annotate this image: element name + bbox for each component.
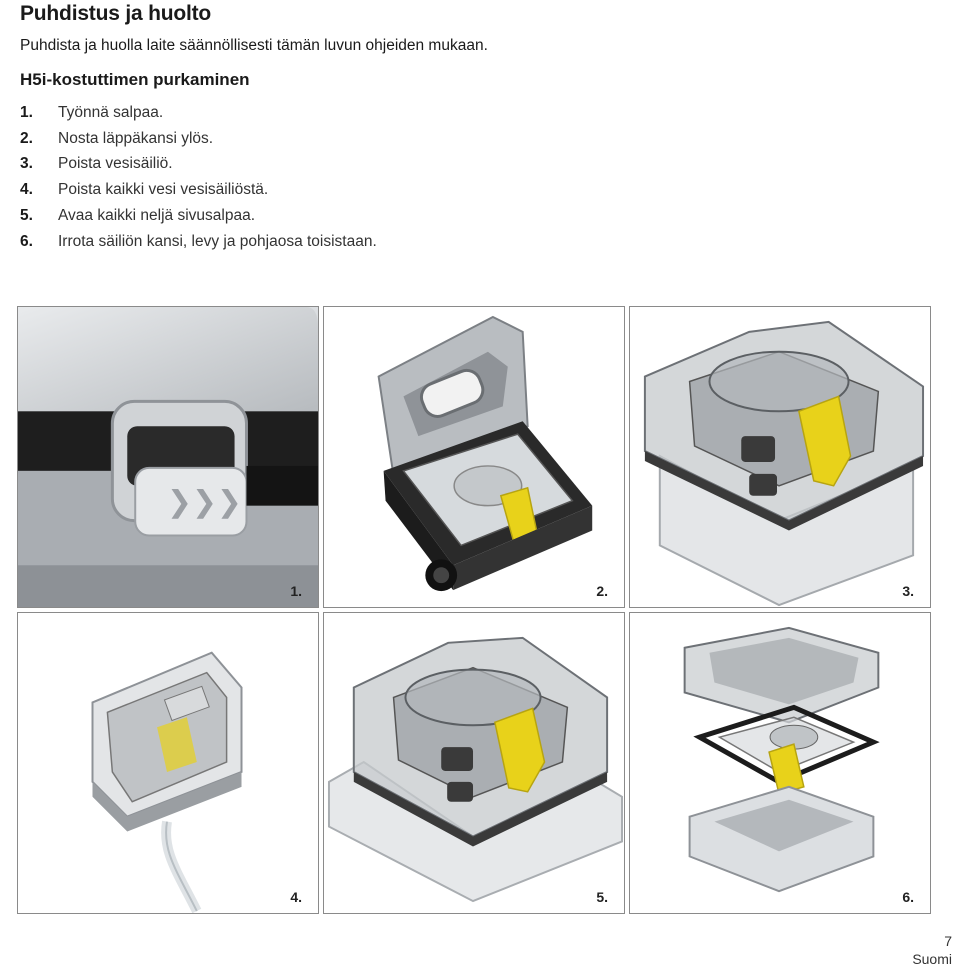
- step-item: [20, 151, 377, 177]
- figure-panel-6: [629, 612, 931, 914]
- figure-panel-5: [323, 612, 625, 914]
- step-number: 2.: [20, 129, 33, 147]
- language-label: Suomi: [912, 951, 952, 967]
- step-item: [20, 229, 377, 255]
- side-latches-illustration-icon: [324, 613, 624, 913]
- section-title: H5i-kostuttimen purkaminen: [20, 70, 250, 89]
- step-text: Työnnä salpaa.: [58, 104, 164, 121]
- figure-panel-1: [17, 306, 319, 608]
- step-item: [20, 177, 377, 203]
- figure-grid: [17, 306, 931, 916]
- step-number: 4.: [20, 181, 33, 199]
- figure-label: 3.: [902, 583, 914, 599]
- open-lid-illustration-icon: [324, 307, 624, 607]
- figure-panel-4: [17, 612, 319, 914]
- page-title: Puhdistus ja huolto: [20, 2, 212, 25]
- disassembled-tub-illustration-icon: [630, 613, 930, 913]
- step-text: Nosta läppäkansi ylös.: [58, 129, 214, 147]
- step-text: Poista vesisäiliö.: [58, 155, 173, 173]
- figure-label: 2.: [596, 583, 608, 599]
- step-text: Avaa kaikki neljä sivusalpaa.: [58, 206, 256, 224]
- empty-water-illustration-icon: [18, 613, 318, 913]
- step-item: [20, 203, 377, 229]
- figure-label: 4.: [290, 889, 302, 905]
- figure-label: 1.: [290, 583, 302, 599]
- figure-panel-2: [323, 306, 625, 608]
- step-list: [20, 100, 377, 254]
- intro-text: Puhdista ja huolla laite säännöllisesti tämän luvun ohjeiden mukaan.: [20, 37, 488, 54]
- figure-label: 6.: [902, 889, 914, 905]
- step-number: 6.: [20, 232, 33, 250]
- step-item: [20, 100, 377, 126]
- latch-push-illustration-icon: [18, 307, 318, 607]
- page-footer: [912, 932, 952, 968]
- step-number: 5.: [20, 206, 33, 224]
- svg-text:❯❯❯: ❯❯❯: [167, 484, 242, 520]
- step-text: Poista kaikki vesi vesisäiliöstä.: [58, 181, 269, 199]
- figure-panel-3: [629, 306, 931, 608]
- figure-label: 5.: [596, 889, 608, 905]
- water-tub-illustration-icon: [630, 307, 930, 607]
- step-number: 1.: [20, 104, 33, 121]
- step-number: 3.: [20, 155, 33, 173]
- step-text: Irrota säiliön kansi, levy ja pohjaosa toisistaan.: [58, 232, 377, 250]
- page-number: 7: [944, 933, 952, 949]
- step-item: [20, 126, 377, 152]
